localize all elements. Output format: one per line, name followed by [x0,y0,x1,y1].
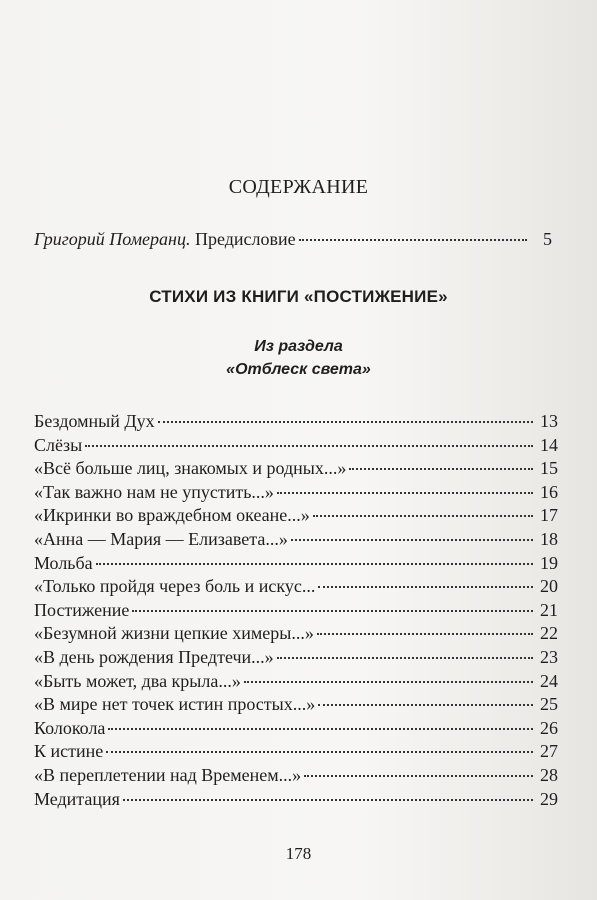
entry-page: 26 [540,717,558,738]
entry-page: 22 [540,623,558,644]
entry-page: 20 [540,576,558,597]
toc-entry[interactable] [34,764,558,788]
dot-leader [277,492,533,494]
dot-leader [291,539,533,541]
dot-leader [349,468,533,470]
dot-leader [123,799,533,801]
entry-page: 27 [540,741,558,762]
toc-entry[interactable] [34,410,558,434]
entry-title: «Безумной жизни цепкие химеры...» [34,623,314,644]
entry-page: 25 [540,694,558,715]
toc-entry[interactable] [34,528,558,552]
entry-title: «В мире нет точек истин простых...» [34,694,316,715]
toc-entry[interactable] [34,434,558,458]
toc-entry[interactable] [34,717,558,741]
dot-leader [244,681,533,683]
entry-page: 13 [540,411,558,431]
entry-page: 19 [540,552,558,573]
toc-entry[interactable] [34,622,558,646]
toc-entry[interactable] [34,788,558,812]
entry-page: 28 [540,764,558,785]
entry-page: 15 [540,458,558,479]
entry-title: «В день рождения Предтечи...» [34,646,274,667]
entry-title: «В переплетении над Временем...» [34,764,302,785]
dot-leader [313,515,533,517]
entry-page: 16 [540,481,558,502]
entry-title: «Анна — Мария — Елизавета...» [34,528,288,549]
entry-page: 18 [540,528,558,549]
entry-title: К истине [34,741,104,762]
entry-page: 29 [540,788,558,809]
dot-leader [96,563,533,565]
subsection-label: Из раздела [254,338,343,355]
toc-entry[interactable] [34,552,558,576]
dot-leader [85,445,533,447]
toc-entry[interactable] [34,670,558,694]
entry-title: «Так важно нам не упустить...» [34,481,274,502]
entry-title: Слёзы [34,434,83,455]
dot-leader [158,421,533,423]
entry-page: 14 [540,434,558,455]
dot-leader [299,239,527,241]
dot-leader [318,586,533,588]
entry-page: 24 [540,670,558,691]
toc-list [34,410,558,811]
entry-title: «Всё больше лиц, знакомых и родных...» [34,458,347,479]
dot-leader [106,751,533,753]
page-title: СОДЕРЖАНИЕ [228,176,369,198]
toc-entry-preface[interactable] [34,228,552,250]
toc-entry[interactable] [34,693,558,717]
entry-title: Бездомный Дух [34,411,155,431]
entry-title: «Икринки во враждебном океане...» [34,505,310,526]
entry-title-text: Предисловие [194,229,296,249]
entry-title: «Быть может, два крыла...» [34,670,241,691]
entry-page: 17 [540,505,558,526]
toc-entry[interactable] [34,575,558,599]
subsection-title: «Отблеск света» [226,361,371,378]
entry-page: 5 [543,229,552,249]
entry-author: Григорий Померанц. [34,229,191,249]
toc-entry[interactable] [34,457,558,481]
dot-leader [277,657,533,659]
entry-title: «Только пройдя через боль и искус... [34,576,316,597]
toc-entry[interactable] [34,504,558,528]
section-title: СТИХИ ИЗ КНИГИ «ПОСТИЖЕНИЕ» [149,287,448,306]
toc-entry[interactable] [34,481,558,505]
entry-title: Медитация [34,788,120,809]
toc-entry[interactable] [34,599,558,623]
entry-page: 21 [540,599,558,620]
toc-entry[interactable] [34,646,558,670]
dot-leader [304,775,533,777]
dot-leader [317,633,533,635]
entry-title: Колокола [34,717,106,738]
entry-title: Постижение [34,599,130,620]
dot-leader [108,728,533,730]
page-number: 178 [285,844,312,863]
entry-page: 23 [540,646,558,667]
dot-leader [132,610,533,612]
entry-title [34,228,296,250]
entry-title: Мольба [34,552,93,573]
dot-leader [318,704,533,706]
toc-entry[interactable] [34,740,558,764]
